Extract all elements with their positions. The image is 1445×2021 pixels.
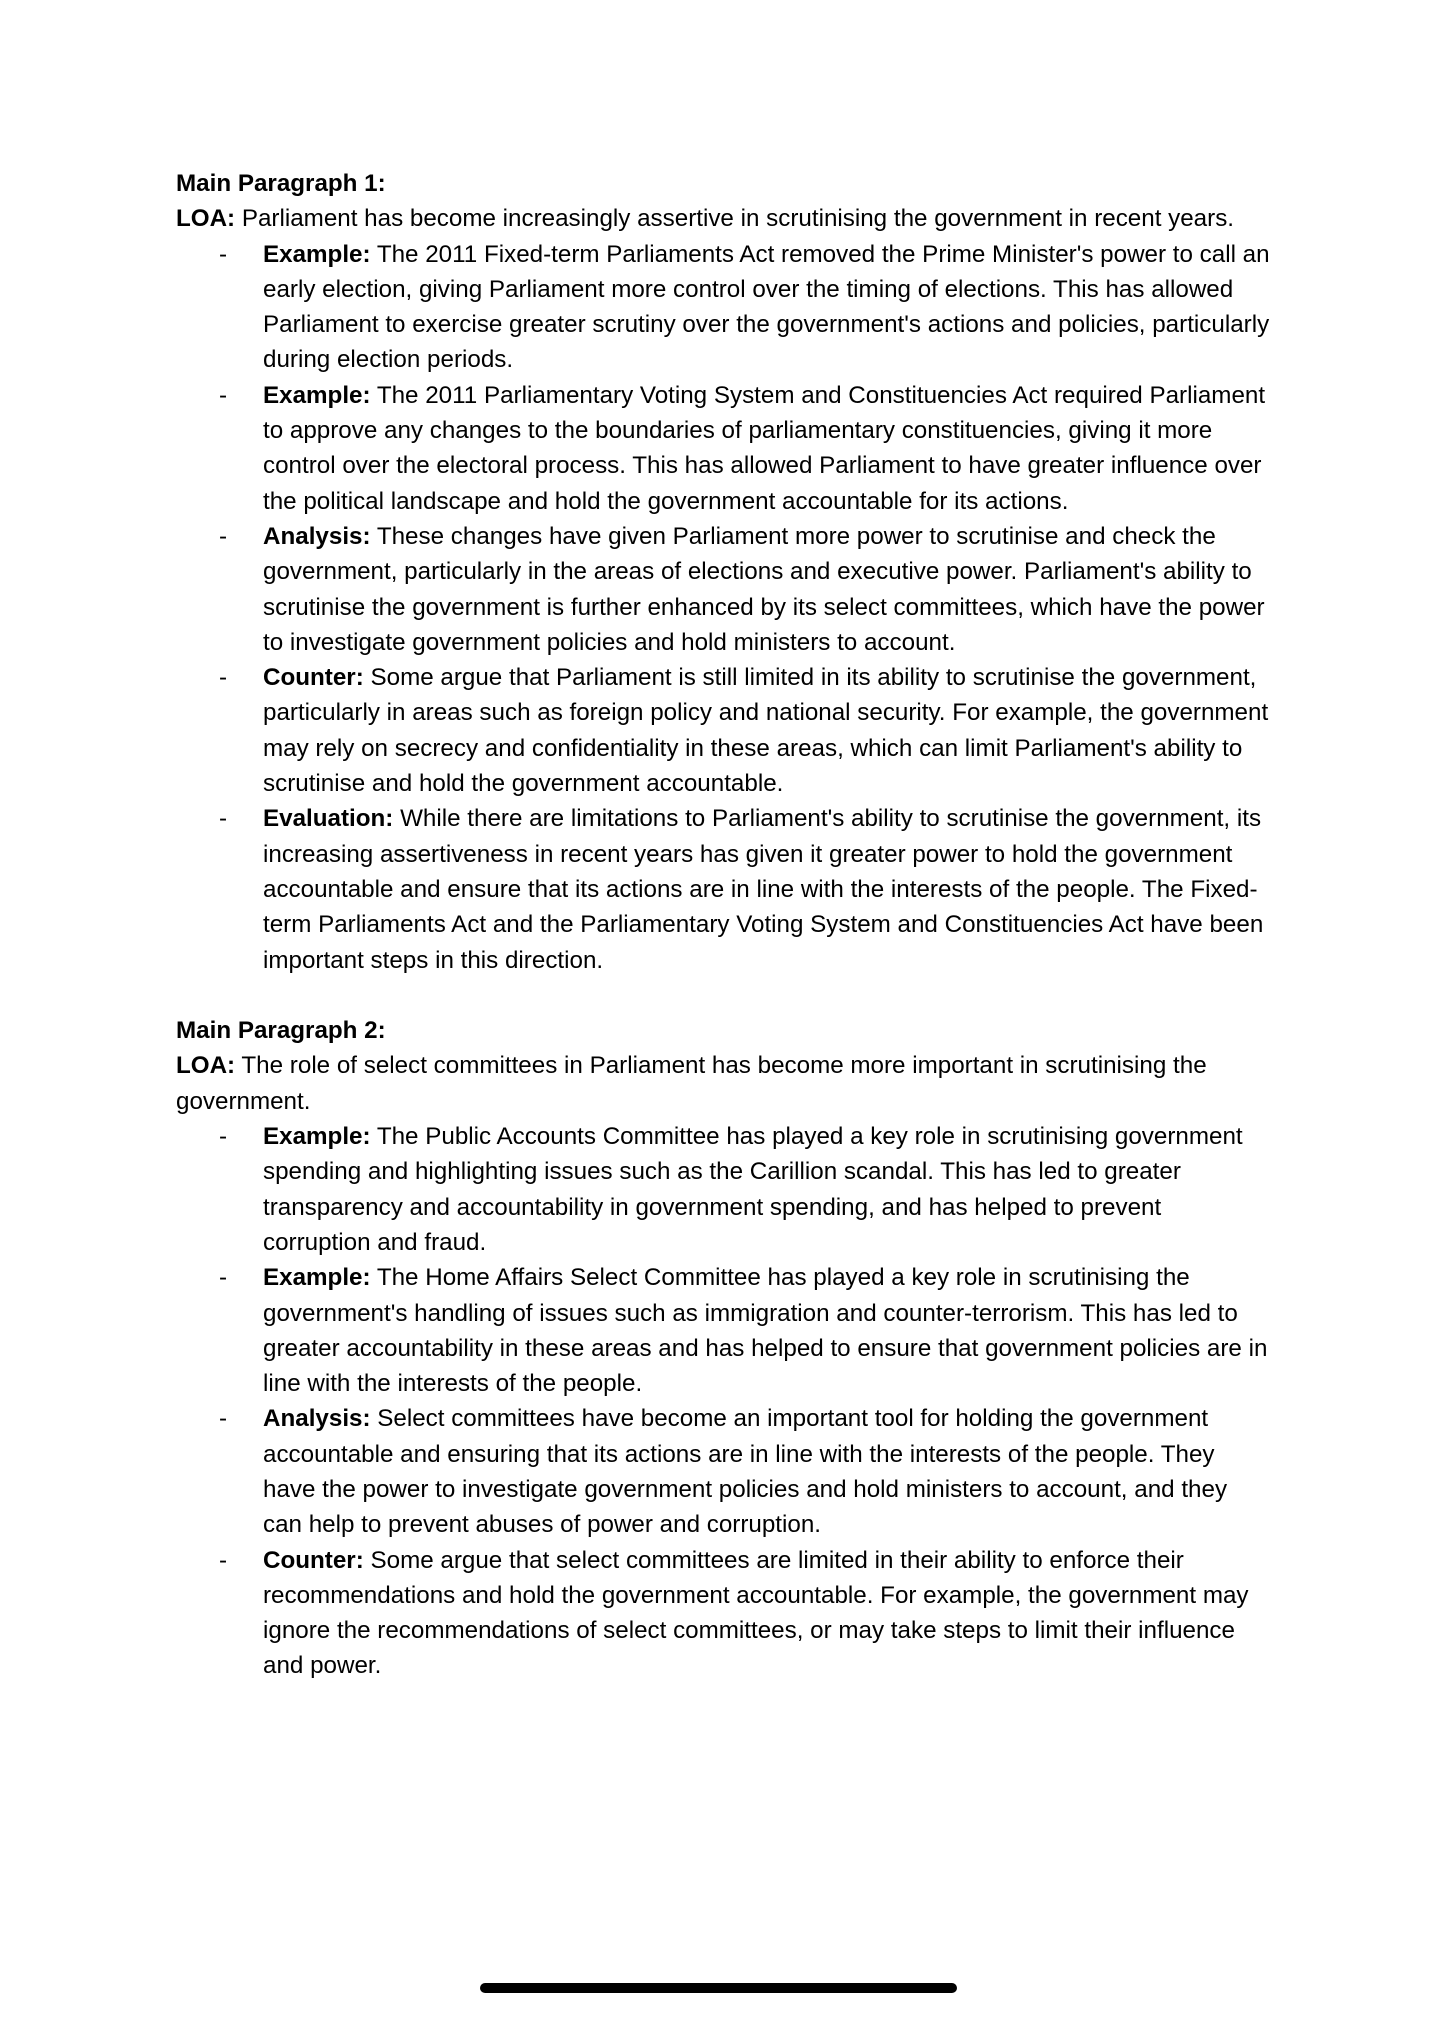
section-heading: Main Paragraph 1: [176,170,386,197]
bullet-text: The 2011 Parliamentary Voting System and Constituencies Act required Parliament to approve any changes to the boundaries of parliamentary constituencies, giving it more control over the electoral process. This has allowed Parliament to have greater influence over the political landscape and hold the government accountable for its actions. [263,381,1266,515]
bullet-list [176,1119,1271,1684]
bullet-item-example [176,1260,1271,1401]
bullet-text: The Home Affairs Select Committee has played a key role in scrutinising the government's handling of issues such as immigration and counter-terrorism. This has led to greater accountability in these areas and has helped to ensure that government policies are in line with the interests of the people. [263,1264,1268,1398]
loa-text: Parliament has become increasingly assertive in scrutinising the government in recent years. [235,205,1235,233]
document-page [176,166,1271,1684]
section-heading: Main Paragraph 2: [176,1017,386,1045]
bullet-label: Example: [263,1264,371,1292]
dash-bullet-icon: - [219,664,228,692]
home-indicator-bar[interactable] [480,1983,957,1993]
dash-bullet-icon: - [219,1123,228,1151]
bullet-label: Counter: [263,1546,364,1574]
dash-bullet-icon: - [219,522,228,550]
bullet-label: Evaluation: [263,805,394,833]
loa-line [176,1048,1271,1119]
dash-bullet-icon: - [219,240,228,268]
bullet-item-analysis [176,1401,1271,1542]
bullet-item-example [176,1119,1271,1260]
bullet-item-evaluation [176,801,1271,977]
bullet-label: Example: [263,381,371,409]
bullet-item-counter [176,1543,1271,1684]
loa-label: LOA: [176,1052,236,1080]
dash-bullet-icon: - [219,1405,228,1433]
dash-bullet-icon: - [219,381,228,409]
bullet-text: The 2011 Fixed-term Parliaments Act removed the Prime Minister's power to call an early election, giving Parliament more control over the timing of elections. This has allowed Parliament to exercise greater scrutiny over the government's actions and policies, particularly during election periods. [263,240,1270,374]
bullet-item-example [176,378,1271,519]
bullet-label: Analysis: [263,1405,371,1433]
dash-bullet-icon: - [219,1264,228,1292]
bullet-text: These changes have given Parliament more power to scrutinise and check the government, particularly in the areas of elections and executive power. Parliament's ability to scrutinise the government is further enhanced by its select committees, which have the power to investigate government policies and hold ministers to account. [263,522,1265,656]
bullet-text: Select committees have become an important tool for holding the government accountable and ensuring that its actions are in line with the interests of the people. They have the power to investigate government policies and hold ministers to account, and they can help to prevent abuses of power and corruption. [263,1405,1228,1539]
section-spacer [176,978,1271,1013]
bullet-text: While there are limitations to Parliament's ability to scrutinise the government, its increasing assertiveness in recent years has given it greater power to hold the government accountable and ensure that its actions are in line with the interests of the people. The Fixed-term Parliaments Act and the Parliamentary Voting System and Constituencies Act have been important steps in this direction. [263,805,1264,974]
bullet-item-example [176,237,1271,378]
bullet-label: Counter: [263,664,364,692]
loa-text: The role of select committees in Parliament has become more important in scrutinising the government. [176,1052,1207,1115]
bullet-item-counter [176,660,1271,801]
dash-bullet-icon: - [219,805,228,833]
bullet-item-analysis [176,519,1271,660]
bullet-text: The Public Accounts Committee has played a key role in scrutinising government spending and highlighting issues such as the Carillion scandal. This has led to greater transparency and accountability in government spending, and has helped to prevent corruption and fraud. [263,1123,1243,1256]
bullet-label: Analysis: [263,522,371,550]
bullet-list [176,237,1271,978]
main-paragraph-1 [176,166,1271,978]
bullet-label: Example: [263,1123,371,1151]
main-paragraph-2 [176,1013,1271,1684]
bullet-label: Example: [263,240,371,268]
loa-line [176,201,1271,236]
loa-label: LOA: [176,205,236,233]
dash-bullet-icon: - [219,1546,228,1574]
bullet-text: Some argue that select committees are limited in their ability to enforce their recommendations and hold the government accountable. For example, the government may ignore the recommendations of select committees, or may take steps to limit their influence and power. [263,1546,1249,1680]
bullet-text: Some argue that Parliament is still limited in its ability to scrutinise the government, particularly in areas such as foreign policy and national security. For example, the government may rely on secrecy and confidentiality in these areas, which can limit Parliament's ability to scrutinise and hold the government accountable. [263,664,1269,798]
